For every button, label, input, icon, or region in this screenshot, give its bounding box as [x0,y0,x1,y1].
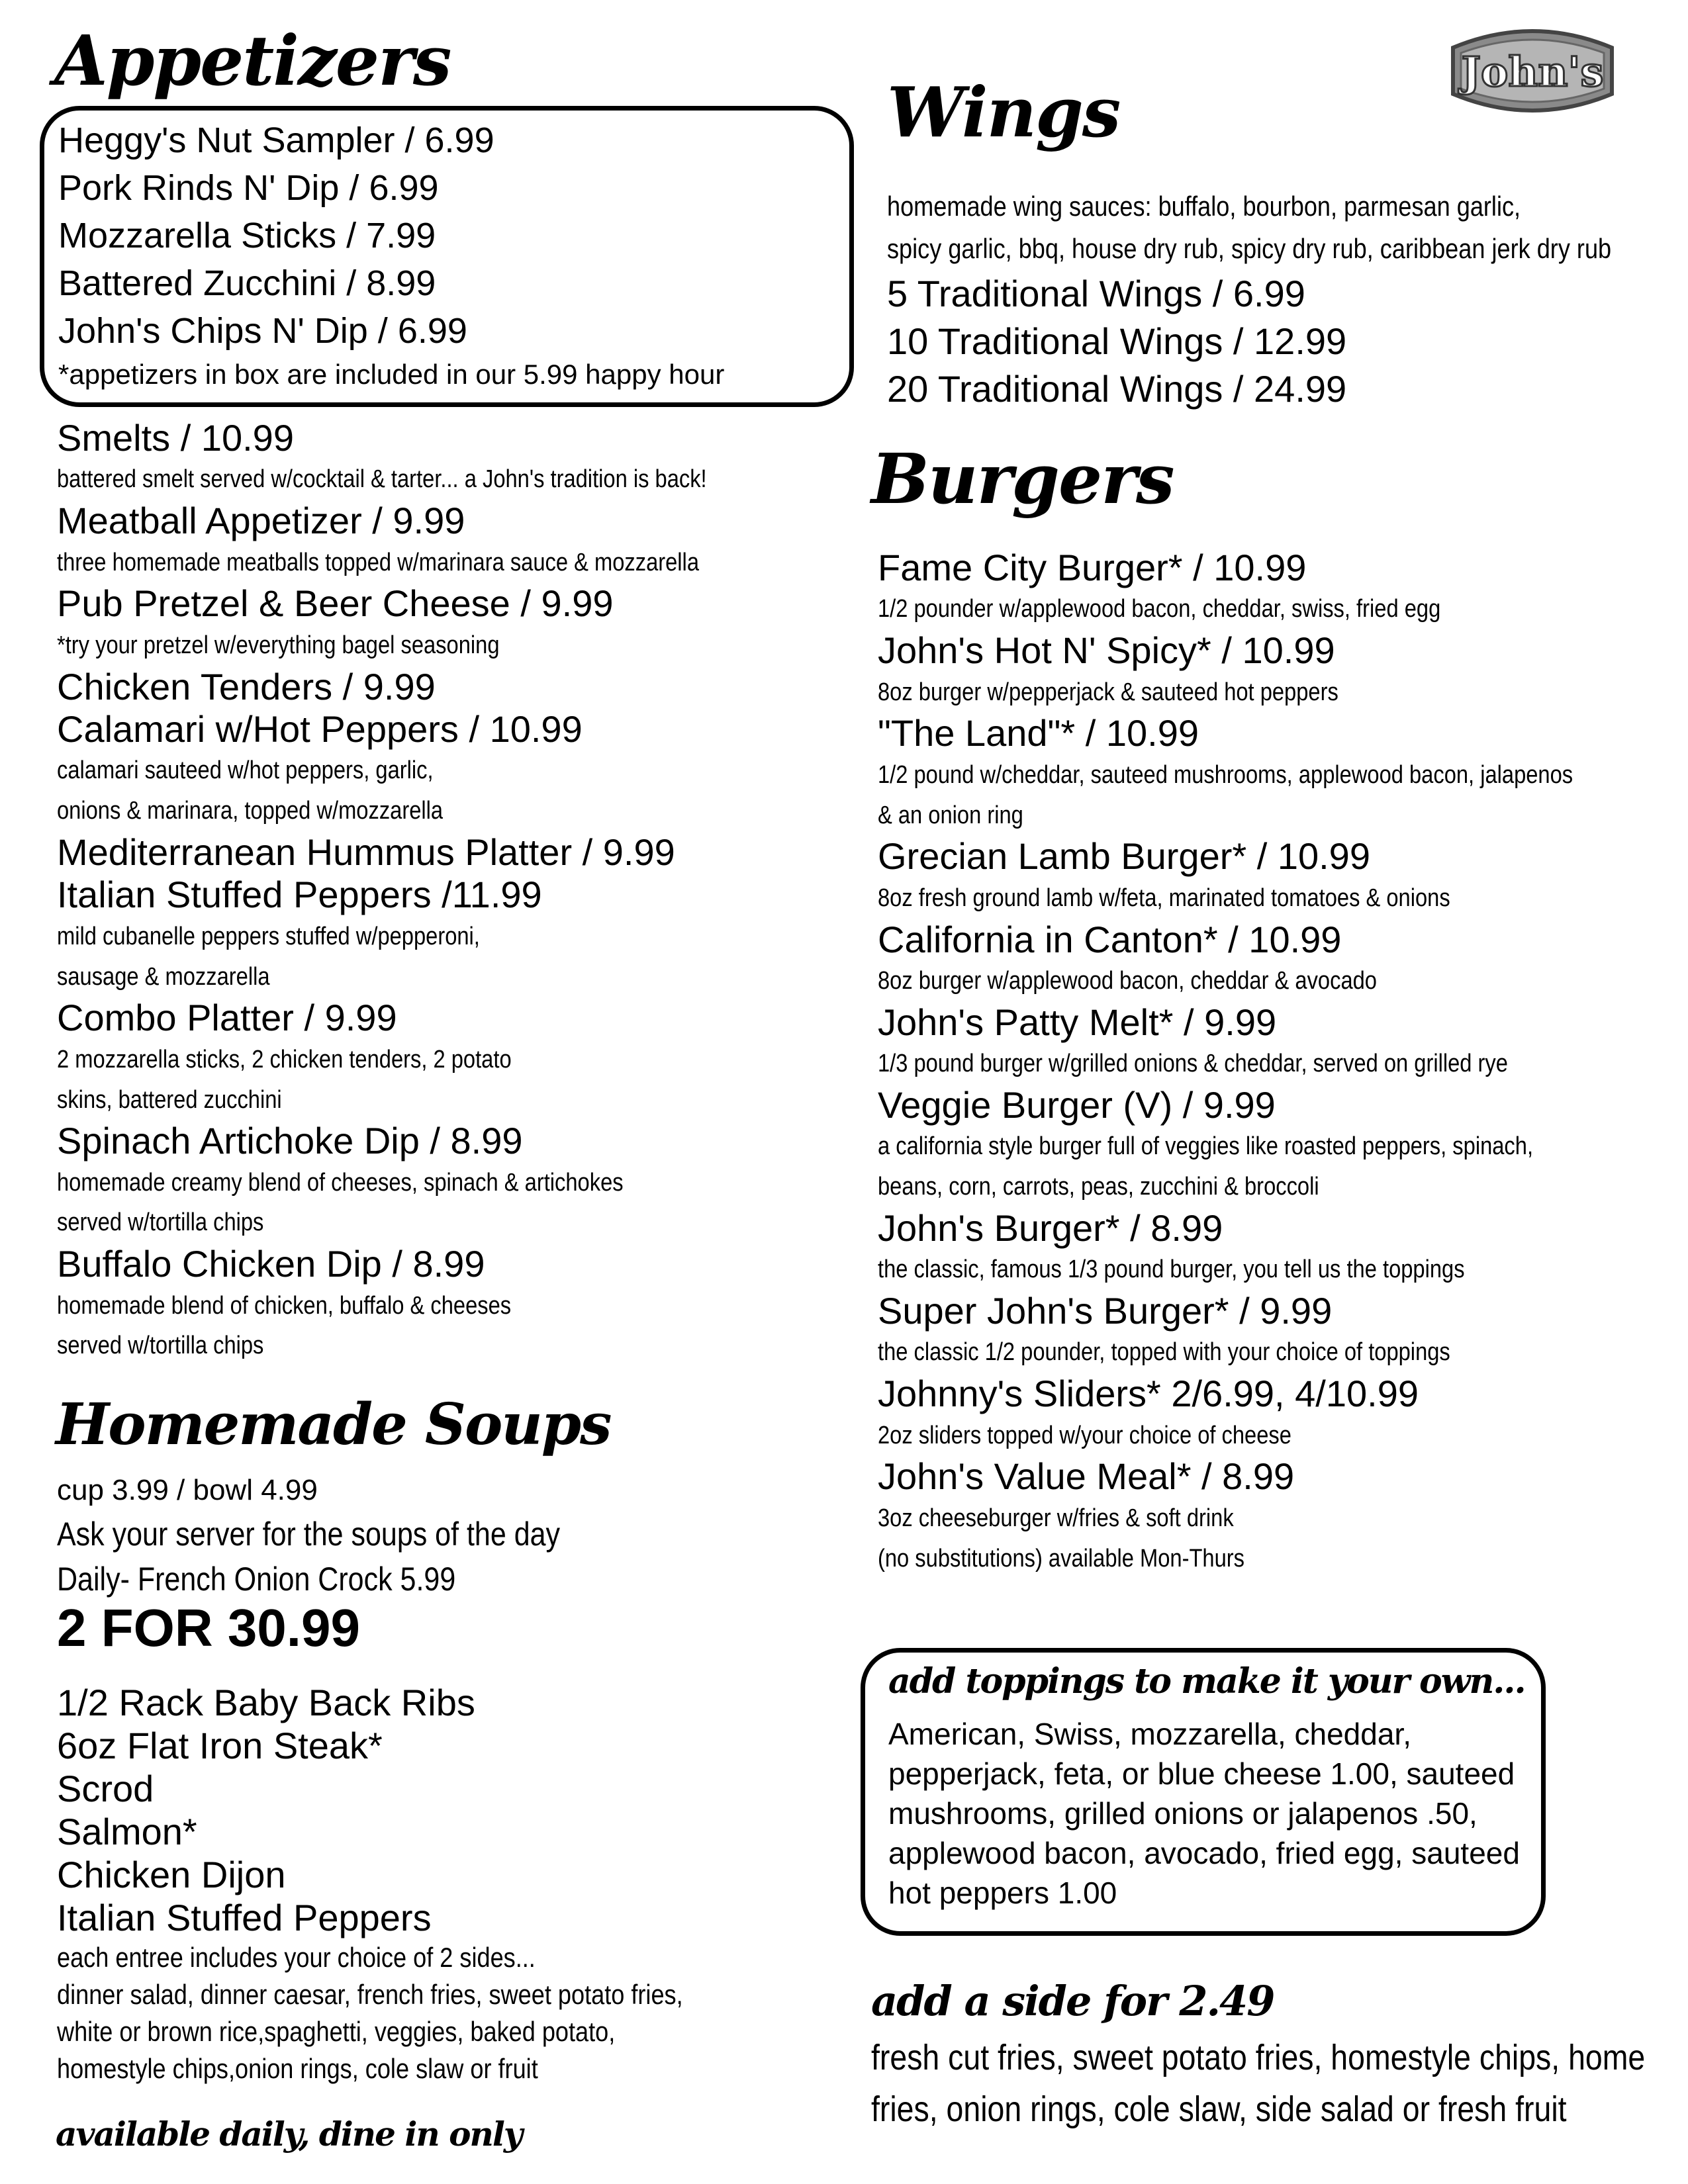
menu-item-desc: sausage & mozzarella [57,962,270,991]
menu-item-desc: 1/2 pounder w/applewood bacon, cheddar, swiss, fried egg [878,595,1441,623]
two-for-desc: white or brown rice,spaghetti, veggies, baked potato, [57,2016,616,2047]
list-item: Mozzarella Sticks / 7.99 [58,216,436,255]
list-item: Heggy's Nut Sampler / 6.99 [58,120,494,160]
two-for-desc: homestyle chips,onion rings, cole slaw or fruit [57,2053,538,2084]
menu-item-name: California in Canton* / 10.99 [878,918,1342,960]
menu-item-name: Super John's Burger* / 9.99 [878,1290,1333,1332]
side-line: fresh cut fries, sweet potato fries, homestyle chips, home [871,2038,1646,2077]
wings-sauces: homemade wing sauces: buffalo, bourbon, parmesan garlic, [887,191,1521,222]
toppings-line: applewood bacon, avocado, fried egg, sauteed [888,1836,1520,1870]
soups-line: Ask your server for the soups of the day [57,1516,561,1553]
menu-item-name: Smelts / 10.99 [57,417,294,459]
menu-item-name: John's Burger* / 8.99 [878,1206,1223,1249]
list-item: Scrod [57,1768,154,1809]
wings-sauces: spicy garlic, bbq, house dry rub, spicy dry rub, caribbean jerk dry rub [887,233,1612,264]
menu-item-name: "The Land"* / 10.99 [878,712,1199,754]
menu-item-desc: battered smelt served w/cocktail & tarter... a John's tradition is back! [57,465,707,494]
soups-line: Daily- French Onion Crock 5.99 [57,1561,456,1598]
svg-text:John's: John's [1461,48,1604,96]
side-list [871,2032,1688,2135]
toppings-list [888,1714,1520,1913]
menu-item-desc: beans, corn, carrots, peas, zucchini & broccoli [878,1173,1319,1201]
menu-item-name: John's Hot N' Spicy* / 10.99 [878,629,1335,672]
menu-item-desc: calamari sauteed w/hot peppers, garlic, [57,756,434,785]
menu-item-name: 10 Traditional Wings / 12.99 [887,320,1347,362]
menu-item-desc: homemade blend of chicken, buffalo & cheeses [57,1291,512,1320]
menu-item-name: Buffalo Chicken Dip / 8.99 [57,1243,485,1285]
menu-item-name: Meatball Appetizer / 9.99 [57,500,465,542]
menu-item-desc: a california style burger full of veggies like roasted peppers, spinach, [878,1132,1534,1161]
menu-item-name: Pub Pretzel & Beer Cheese / 9.99 [57,582,614,625]
two-for-list [57,1681,785,2087]
menu-item-desc: 8oz burger w/pepperjack & sauteed hot peppers [878,678,1338,706]
list-item: Chicken Dijon [57,1854,286,1895]
side-heading: add a side for 2.49 [871,1977,1274,2025]
menu-item-name: John's Value Meal* / 8.99 [878,1455,1295,1498]
menu-item-name: Mediterranean Hummus Platter / 9.99 [57,831,675,873]
menu-item-name: Veggie Burger (V) / 9.99 [878,1083,1276,1126]
menu-item-desc: 1/3 pound burger w/grilled onions & cheddar, served on grilled rye [878,1050,1508,1078]
menu-item-name: Fame City Burger* / 10.99 [878,547,1307,588]
wings-info [887,185,1688,413]
soups-price: cup 3.99 / bowl 4.99 [57,1474,318,1506]
menu-item-name: Johnny's Sliders* 2/6.99, 4/10.99 [878,1373,1419,1415]
menu-item-name: Combo Platter / 9.99 [57,997,397,1039]
menu-item-desc: served w/tortilla chips [57,1332,264,1360]
appetizer-items [57,417,838,1366]
soups-heading: Homemade Soups [56,1391,611,1458]
list-item: 1/2 Rack Baby Back Ribs [57,1682,475,1723]
list-item: Italian Stuffed Peppers [57,1897,432,1938]
toppings-line: mushrooms, grilled onions or jalapenos .50, [888,1796,1477,1831]
menu-item-desc: three homemade meatballs topped w/marinara sauce & mozzarella [57,548,699,576]
menu-item-desc: skins, battered zucchini [57,1085,282,1114]
toppings-line: American, Swiss, mozzarella, cheddar, [888,1717,1411,1751]
wings-heading: Wings [887,71,1120,153]
two-for-heading: 2 FOR 30.99 [57,1598,361,1657]
burger-items [878,547,1672,1578]
menu-item-name: 5 Traditional Wings / 6.99 [887,273,1305,314]
menu-item-desc: *try your pretzel w/everything bagel seasoning [57,631,500,659]
side-line: fries, onion rings, cole slaw, side salad or fresh fruit [871,2089,1567,2129]
menu-item-name: Spinach Artichoke Dip / 8.99 [57,1120,523,1162]
list-item: Salmon* [57,1811,197,1852]
menu-item-name: Italian Stuffed Peppers /11.99 [57,874,542,916]
menu-item-name: Grecian Lamb Burger* / 10.99 [878,835,1370,878]
soups-info [57,1469,642,1602]
list-item: Pork Rinds N' Dip / 6.99 [58,168,439,208]
menu-item-name: John's Patty Melt* / 9.99 [878,1001,1277,1043]
menu-item-desc: (no substitutions) available Mon-Thurs [878,1544,1245,1572]
two-for-footer: available daily, dine in only [56,2115,522,2154]
johns-logo [1446,21,1618,120]
toppings-line: hot peppers 1.00 [888,1876,1117,1910]
menu-item-name: Calamari w/Hot Peppers / 10.99 [57,707,583,750]
menu-item-desc: mild cubanelle peppers stuffed w/pepperoni, [57,922,480,950]
appetizers-heading: Appetizers [54,20,451,101]
list-item: John's Chips N' Dip / 6.99 [58,311,467,351]
menu-item-desc: onions & marinara, topped w/mozzarella [57,797,444,825]
menu-item-desc: 8oz fresh ground lamb w/feta, marinated tomatoes & onions [878,884,1450,912]
menu-item-desc: 2 mozzarella sticks, 2 chicken tenders, 2 potato [57,1045,512,1073]
menu-item-desc: & an onion ring [878,801,1023,829]
menu-item-desc: 8oz burger w/applewood bacon, cheddar & avocado [878,966,1377,995]
menu-item-name: 20 Traditional Wings / 24.99 [887,368,1347,410]
toppings-line: pepperjack, feta, or blue cheese 1.00, sauteed [888,1756,1515,1791]
menu-item-name: Chicken Tenders / 9.99 [57,665,436,707]
menu-item-desc: the classic 1/2 pounder, topped with your choice of toppings [878,1338,1450,1367]
menu-item-desc: served w/tortilla chips [57,1208,264,1237]
menu-item-desc: homemade creamy blend of cheeses, spinach & artichokes [57,1168,624,1197]
menu-item-desc: 3oz cheeseburger w/fries & soft drink [878,1504,1234,1532]
happy-hour-note: *appetizers in box are included in our 5.99 happy hour [58,359,725,390]
menu-item-desc: the classic, famous 1/3 pound burger, you tell us the toppings [878,1255,1465,1284]
two-for-desc: each entree includes your choice of 2 sides... [57,1942,536,1973]
menu-item-desc: 1/2 pound w/cheddar, sauteed mushrooms, applewood bacon, jalapenos [878,760,1573,789]
toppings-heading: add toppings to make it your own... [888,1661,1525,1702]
list-item: 6oz Flat Iron Steak* [57,1725,383,1766]
list-item: Battered Zucchini / 8.99 [58,263,436,303]
happy-hour-list [58,116,724,394]
burgers-heading: Burgers [871,438,1174,520]
two-for-desc: dinner salad, dinner caesar, french fries, sweet potato fries, [57,1979,683,2010]
menu-item-desc: 2oz sliders topped w/your choice of cheese [878,1421,1291,1449]
